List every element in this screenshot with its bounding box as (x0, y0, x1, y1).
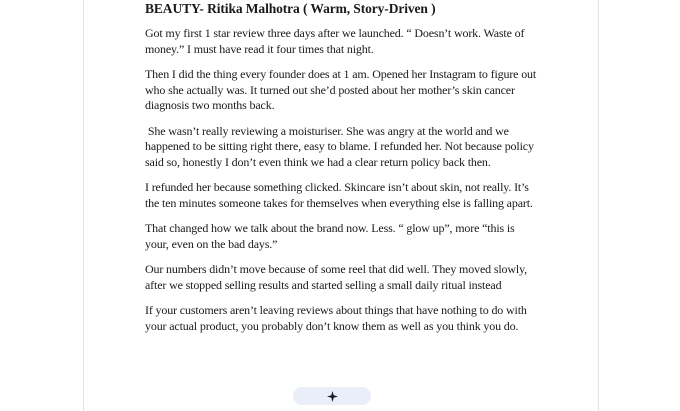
document-page (83, 0, 599, 411)
document-body (145, 0, 540, 344)
paragraph: Got my first 1 star review three days after we launched. “ Doesn’t work. Waste of money.” I must have read it four times that night. (145, 26, 528, 56)
paragraph: Our numbers didn’t move because of some reel that did well. They moved slowly, after we stopped selling results and started selling a small daily ritual instead (145, 262, 530, 292)
sparkle-icon (327, 391, 338, 402)
paragraph: She wasn’t really reviewing a moisturiser. She was angry at the world and we happened to be sitting right there, easy to blame. I refunded her. Not because policy said so, honestly I don’t even think we had a clear return policy back then. (145, 123, 537, 169)
document-heading: BEAUTY- Ritika Malhotra ( Warm, Story-Driven ) (145, 1, 436, 16)
paragraph: Then I did the thing every founder does at 1 am. Opened her Instagram to figure out who she actually was. It turned out she’d posted about her mother’s skin cancer diagnosis two months back. (145, 67, 539, 112)
paragraph: If your customers aren’t leaving reviews about things that have nothing to do with your actual product, you probably don’t know them as well as you think you do. (145, 303, 530, 333)
paragraph: That changed how we talk about the brand now. Less. “ glow up”, more “this is your, even on the bad days.” (145, 221, 518, 251)
ai-assist-button[interactable] (293, 387, 371, 405)
paragraph: I refunded her because something clicked. Skincare isn’t about skin, not really. It’s the ten minutes someone takes for themselves when everything else is falling apart. (145, 180, 533, 210)
